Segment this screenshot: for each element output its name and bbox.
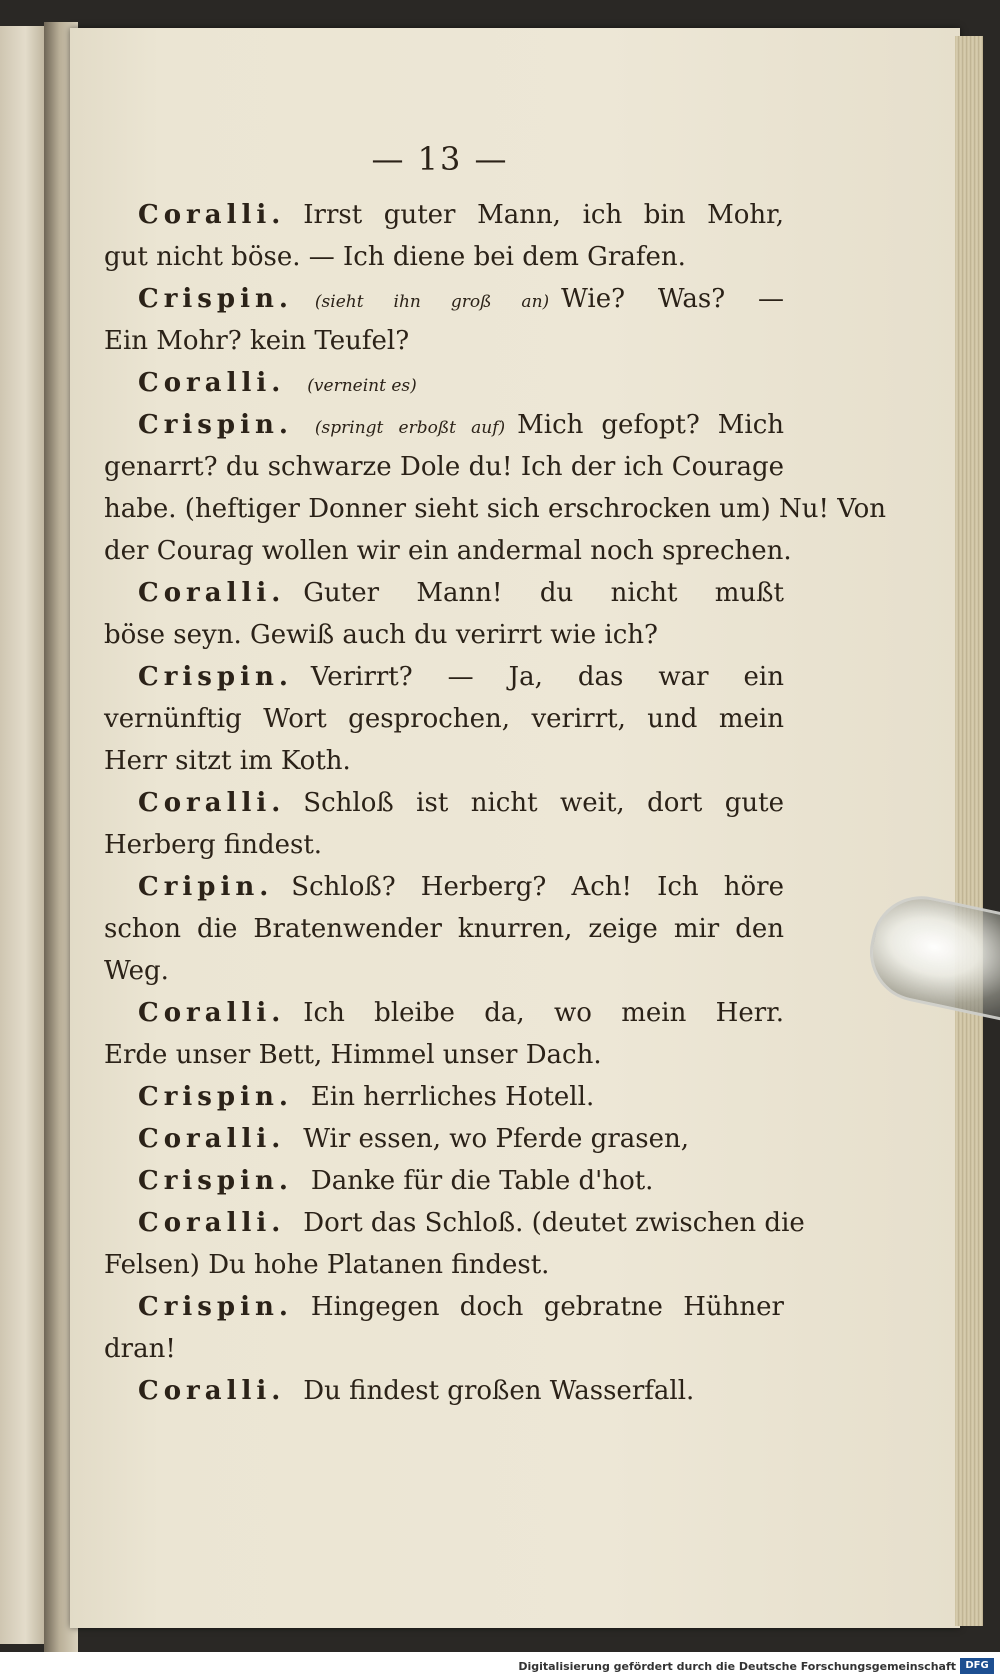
line-text: Ein herrliches Hotell. xyxy=(310,1082,595,1112)
text-line xyxy=(104,1370,784,1412)
text-line xyxy=(104,446,784,488)
text-line xyxy=(104,656,784,698)
line-text: Weg. xyxy=(104,956,169,986)
line-text: Schloß? Herberg? Ach! Ich höre xyxy=(291,872,784,902)
speaker-name: Coralli. xyxy=(138,578,286,608)
line-text: Herr sitzt im Koth. xyxy=(104,746,351,776)
speaker-name: Crispin. xyxy=(138,662,293,692)
stage-direction: (sieht ihn groß an) xyxy=(314,292,550,312)
speaker-name: Coralli. xyxy=(138,1376,286,1406)
text-line xyxy=(104,530,792,572)
dialogue-lines xyxy=(104,194,887,1412)
line-text: schon die Bratenwender knurren, zeige mir den xyxy=(104,914,784,944)
line-text: der Courag wollen wir ein andermal noch sprechen. xyxy=(104,536,792,566)
text-line xyxy=(104,1076,784,1118)
text-line xyxy=(104,908,784,950)
dfg-logo: DFG xyxy=(960,1658,994,1674)
line-text: Du findest großen Wasserfall. xyxy=(303,1376,695,1406)
text-line xyxy=(104,572,784,614)
text-line xyxy=(104,278,784,320)
text-line xyxy=(104,488,887,530)
text-line xyxy=(104,1244,784,1286)
line-text: böse seyn. Gewiß auch du verirrt wie ich? xyxy=(104,620,658,650)
text-line xyxy=(104,1328,784,1370)
line-text: genarrt? du schwarze Dole du! Ich der ich Courage xyxy=(104,452,784,482)
line-text: Ich bleibe da, wo mein Herr. xyxy=(303,998,784,1028)
text-line xyxy=(104,1118,784,1160)
speaker-name: Coralli. xyxy=(138,1208,286,1238)
line-text: Erde unser Bett, Himmel unser Dach. xyxy=(104,1040,602,1070)
text-line xyxy=(104,320,784,362)
funding-credit: Digitalisierung gefördert durch die Deutsche Forschungsgemeinschaft xyxy=(518,1660,956,1673)
speaker-name: Coralli. xyxy=(138,788,286,818)
line-text: Wir essen, wo Pferde grasen, xyxy=(303,1124,689,1154)
speaker-name: Crispin. xyxy=(138,1082,293,1112)
previous-page-edge xyxy=(0,26,46,1644)
page-number: — 13 — xyxy=(371,140,509,178)
speaker-name: Crispin. xyxy=(138,1292,293,1322)
speaker-name: Coralli. xyxy=(138,368,286,398)
line-text: gut nicht böse. — Ich diene bei dem Grafen. xyxy=(104,242,686,272)
text-line xyxy=(104,866,784,908)
speaker-name: Crispin. xyxy=(138,410,293,440)
speaker-name: Crispin. xyxy=(138,1166,293,1196)
text-line xyxy=(104,362,784,404)
line-text: Irrst guter Mann, ich bin Mohr, xyxy=(303,200,784,230)
footer-bar xyxy=(0,1652,1000,1680)
text-line xyxy=(104,1286,784,1328)
page-text xyxy=(104,140,887,1412)
line-text: Danke für die Table d'hot. xyxy=(310,1166,654,1196)
line-text: vernünftig Wort gesprochen, verirrt, und mein xyxy=(104,704,784,734)
speaker-name: Coralli. xyxy=(138,200,286,230)
line-text: Hingegen doch gebratne Hühner xyxy=(310,1292,784,1322)
text-line xyxy=(104,740,784,782)
speaker-name: Crispin. xyxy=(138,284,293,314)
page-fore-edge xyxy=(955,36,983,1626)
text-line xyxy=(104,194,784,236)
line-text: Mich gefopt? Mich xyxy=(517,410,784,440)
speaker-name: Coralli. xyxy=(138,998,286,1028)
text-line xyxy=(104,1160,784,1202)
line-text: Wie? Was? — xyxy=(561,284,784,314)
line-text: Verirrt? — Ja, das war ein xyxy=(310,662,784,692)
text-line xyxy=(104,992,784,1034)
line-text: Ein Mohr? kein Teufel? xyxy=(104,326,410,356)
line-text: dran! xyxy=(104,1334,176,1364)
text-line xyxy=(104,950,784,992)
text-line xyxy=(104,1202,805,1244)
text-line xyxy=(104,782,784,824)
speaker-name: Coralli. xyxy=(138,1124,286,1154)
text-line xyxy=(104,698,784,740)
text-line xyxy=(104,1034,784,1076)
line-text: Schloß ist nicht weit, dort gute xyxy=(303,788,784,818)
text-line xyxy=(104,404,784,446)
line-text: Guter Mann! du nicht mußt xyxy=(303,578,784,608)
text-line xyxy=(104,824,784,866)
line-text: habe. (heftiger Donner sieht sich erschrocken um) Nu! Von xyxy=(104,494,887,524)
line-text: Felsen) Du hohe Platanen findest. xyxy=(104,1250,550,1280)
line-text: Herberg findest. xyxy=(104,830,323,860)
line-text: Dort das Schloß. (deutet zwischen die xyxy=(303,1208,805,1238)
stage-direction: (verneint es) xyxy=(307,376,417,396)
speaker-name: Cripin. xyxy=(138,872,274,902)
text-line xyxy=(104,614,784,656)
stage-direction: (springt erboßt auf) xyxy=(314,418,506,438)
text-line xyxy=(104,236,784,278)
